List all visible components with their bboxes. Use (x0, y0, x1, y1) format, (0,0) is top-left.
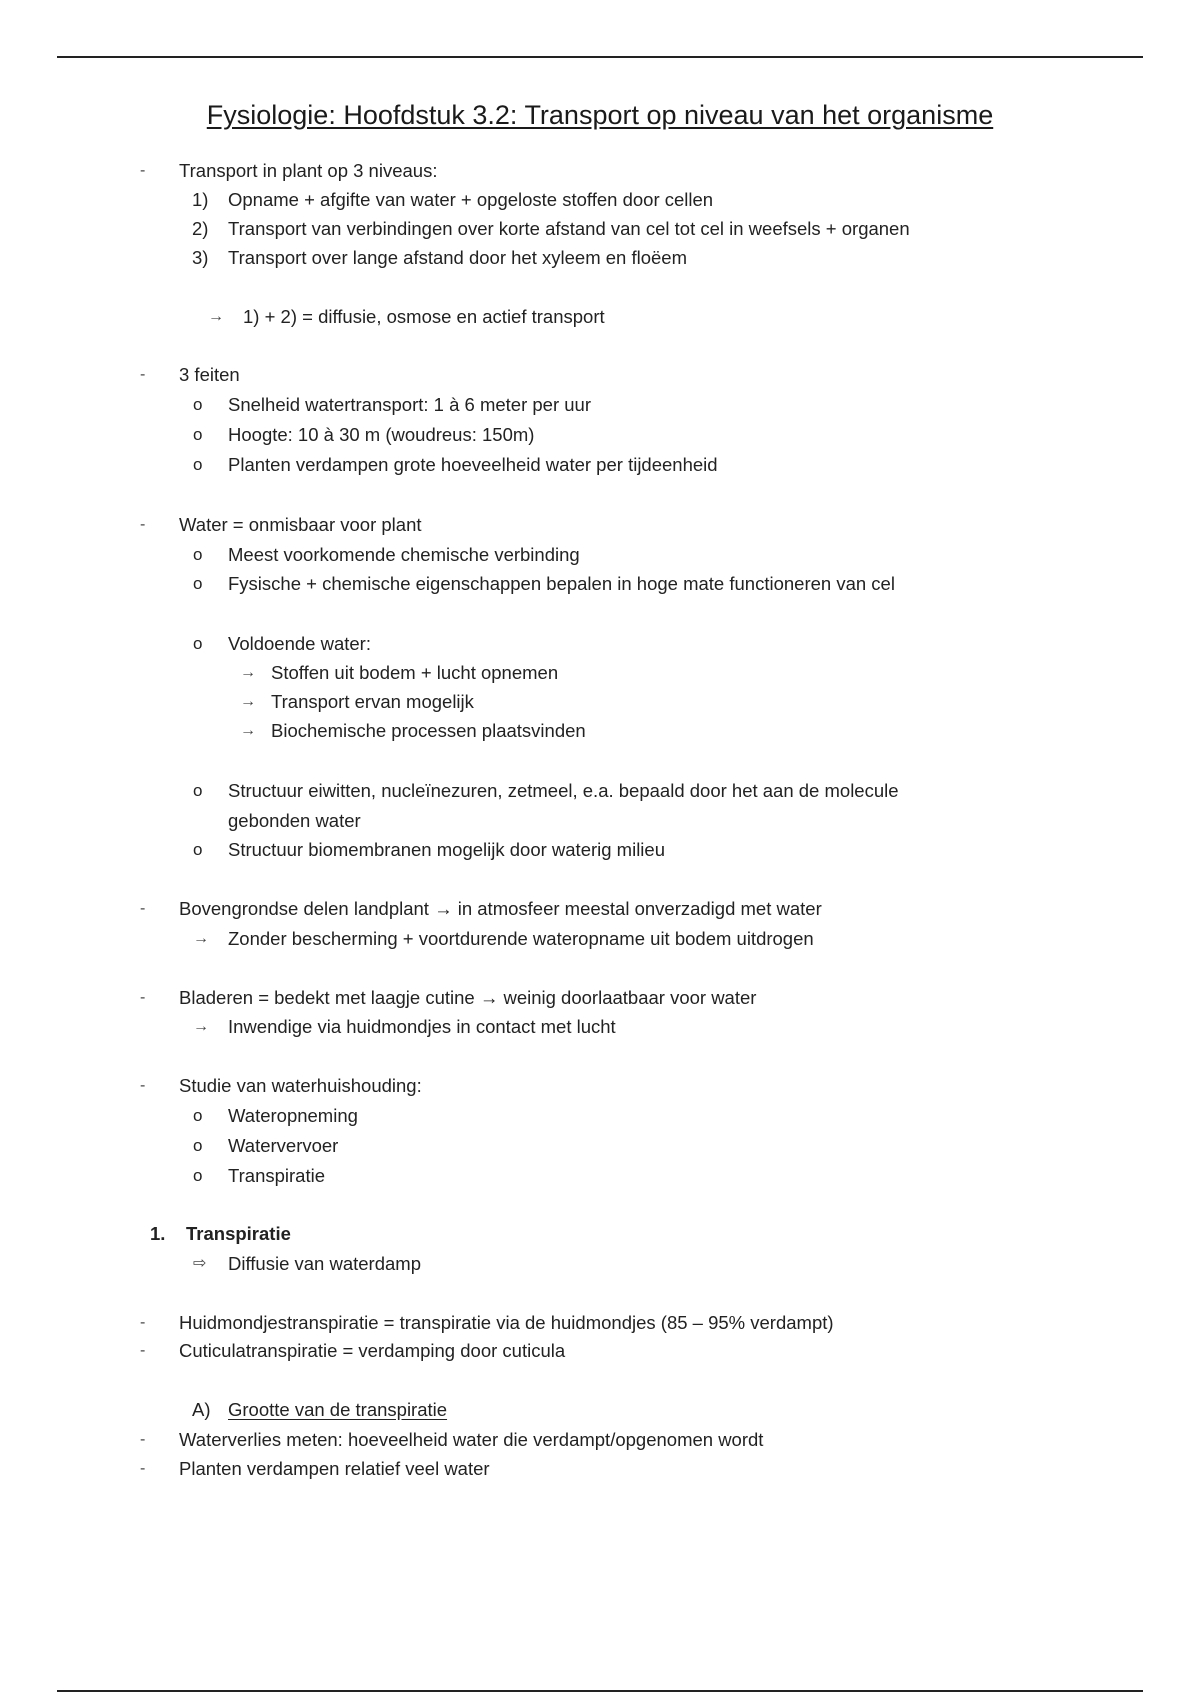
circle-bullet-icon: o (193, 1166, 203, 1185)
arrow-text: Zonder bescherming + voortdurende wateropname uit bodem uitdrogen (228, 928, 814, 949)
section-heading: Transpiratie (186, 1223, 291, 1244)
arrow-icon: → (208, 308, 224, 325)
circle-bullet-icon: o (193, 840, 203, 859)
list-text: Hoogte: 10 à 30 m (woudreus: 150m) (228, 424, 535, 445)
list-text: Wateropneming (228, 1105, 358, 1126)
arrow-icon: → (240, 693, 256, 710)
list-text: Transport over lange afstand door het xyleem en floëem (228, 247, 687, 268)
note-text: 1) + 2) = diffusie, osmose en actief transport (243, 306, 605, 327)
circle-bullet-icon: o (193, 1106, 203, 1125)
arrow-icon: → (193, 930, 209, 947)
subheading-text: Grootte van de transpiratie (228, 1399, 448, 1420)
circle-bullet-icon: o (193, 425, 203, 444)
list-text: Snelheid watertransport: 1 à 6 meter per uur (228, 394, 591, 415)
list-text: gebonden water (228, 810, 361, 831)
dash-text: Huidmondjestranspiratie = transpiratie via de huidmondjes (85 – 95% verdampt) (179, 1312, 834, 1333)
circle-bullet-icon: o (193, 455, 203, 474)
section-heading: Transport in plant op 3 niveaus: (179, 160, 438, 181)
arrow-text: Biochemische processen plaatsvinden (271, 720, 586, 741)
section-heading: Bladeren = bedekt met laagje cutine → weinig doorlaatbaar voor water (179, 987, 757, 1008)
dash-bullet: - (140, 1342, 146, 1359)
list-text: Transpiratie (228, 1165, 325, 1186)
dash-bullet: - (140, 900, 146, 917)
dash-bullet: - (140, 1460, 146, 1477)
list-text: Structuur eiwitten, nucleïnezuren, zetmeel, e.a. bepaald door het aan de molecule (228, 780, 899, 801)
arrow-icon: → (240, 664, 256, 681)
dash-bullet: - (140, 162, 146, 179)
list-text: Transport van verbindingen over korte afstand van cel tot cel in weefsels + organen (228, 218, 910, 239)
dash-text: Planten verdampen relatief veel water (179, 1458, 490, 1479)
bottom-rule (57, 1690, 1143, 1692)
list-text: Voldoende water: (228, 633, 371, 654)
dash-text: Cuticulatranspiratie = verdamping door cuticula (179, 1340, 566, 1361)
document-title: Fysiologie: Hoofdstuk 3.2: Transport op niveau van het organisme (206, 100, 994, 130)
list-text: Meest voorkomende chemische verbinding (228, 544, 580, 565)
circle-bullet-icon: o (193, 545, 203, 564)
circle-bullet-icon: o (193, 634, 203, 653)
arrow-icon: → (240, 722, 256, 739)
arrow-text: Inwendige via huidmondjes in contact met lucht (228, 1016, 616, 1037)
heading-number: 1. (150, 1223, 166, 1244)
dash-bullet: - (140, 1077, 146, 1094)
arrow-icon: → (193, 1018, 209, 1035)
circle-bullet-icon: o (193, 1136, 203, 1155)
circle-bullet-icon: o (193, 781, 203, 800)
section-heading: Water = onmisbaar voor plant (179, 514, 422, 535)
list-number: 2) (192, 218, 209, 239)
list-number: 1) (192, 189, 209, 210)
circle-bullet-icon: o (193, 395, 203, 414)
list-text: Structuur biomembranen mogelijk door waterig milieu (228, 839, 665, 860)
hollow-arrow-icon: ⇨ (193, 1255, 207, 1272)
section-heading: Bovengrondse delen landplant → in atmosfeer meestal onverzadigd met water (179, 898, 822, 919)
arrow-text: Stoffen uit bodem + lucht opnemen (271, 662, 559, 683)
list-number: 3) (192, 247, 209, 268)
dash-bullet: - (140, 989, 146, 1006)
arrow-text: Transport ervan mogelijk (271, 691, 474, 712)
dash-bullet: - (140, 366, 146, 383)
top-rule (57, 56, 1143, 58)
dash-bullet: - (140, 1431, 146, 1448)
section-heading: Studie van waterhuishouding: (179, 1075, 422, 1096)
list-text: Opname + afgifte van water + opgeloste stoffen door cellen (228, 189, 714, 210)
list-text: Watervervoer (228, 1135, 339, 1156)
dash-bullet: - (140, 516, 146, 533)
list-text: Planten verdampen grote hoeveelheid water per tijdeenheid (228, 454, 718, 475)
dash-text: Waterverlies meten: hoeveelheid water die verdampt/opgenomen wordt (179, 1429, 764, 1450)
list-text: Fysische + chemische eigenschappen bepalen in hoge mate functioneren van cel (228, 573, 895, 594)
dash-bullet: - (140, 1314, 146, 1331)
circle-bullet-icon: o (193, 574, 203, 593)
section-heading: 3 feiten (179, 364, 240, 385)
subheading-label: A) (192, 1399, 211, 1420)
arrow-text: Diffusie van waterdamp (228, 1253, 421, 1274)
